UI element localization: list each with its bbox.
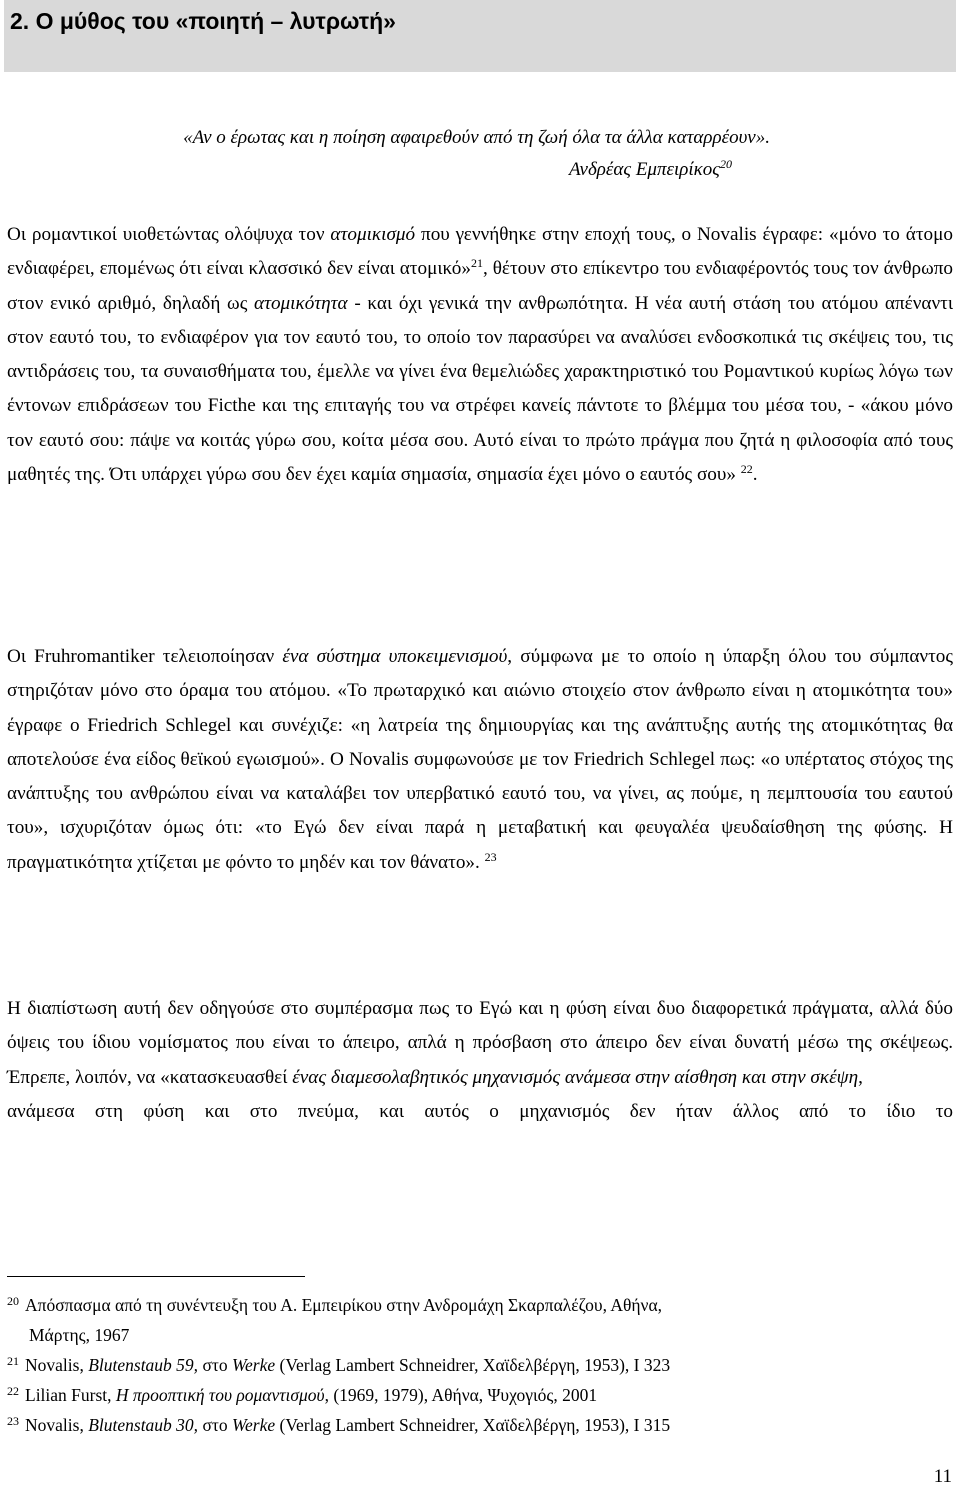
text-span: Η διαπίστωση αυτή δεν οδηγούσε στο συμπέρασμα πως το Εγώ και η φύση είναι δυο διαφορετικά πράγματα, αλλά δύο όψεις του ίδιου νομίσματος που είναι το άπειρο, απλά η πρόσβαση στο άπειρο δεν είναι δυνατή μέσω της σκέψεως. Έπρεπε, λοιπόν, να «κατασκευασθεί	[7, 998, 953, 1088]
emphasis: ένα σύστημα υποκειμενισμού	[282, 646, 508, 667]
footnote-number: 20	[7, 1294, 19, 1308]
footnote-ref[interactable]: 20	[720, 157, 732, 171]
text-span: , θέτουν στο επίκεντρο του ενδιαφέροντός τους τον άνθρωπο στον ενικό αριθμό, δηλαδή ως	[7, 258, 953, 314]
footnote	[7, 1380, 953, 1410]
text-span: , σύμφωνα με το οποίο η ύπαρξη όλου του σύμπαντος στηριζόταν μόνο στο όραμα του ατόμου. «Το πρωταρχικό και αιώνιο στοιχείο στον άνθρωπο είναι η ατομικότητα του» έγραφε ο Friedrich Schlegel και συνέχιζε: «η λατρεία της δημιουργίας και της ανάπτυξης αυτής της ατομικότητας θα αποτελούσε ένα είδος θεϊκού εγωισμού». Ο Novalis συμφωνούσε με τον Friedrich Schlegel πως: «ο υπέρτατος στόχος της ανάπτυξης του ανθρώπου είναι να καταλάβει τον υπερβατικό εαυτό του, να γίνει, ας πούμε, η πεμπτουσία του εαυτού του», ισχυριζόταν όμως ότι: «το Εγώ δεν είναι παρά η μεταβατική και φευγαλέα ψευδαίσθηση της φύσης. Η πραγματικότητα χτίζεται με φόντο το μηδέν και τον θάνατο».	[7, 646, 953, 873]
footnote-number: 21	[7, 1354, 19, 1368]
footnote-text: , (1969, 1979), Αθήνα, Ψυχογιός, 2001	[324, 1385, 598, 1405]
emphasis: ένας διαμεσολαβητικός μηχανισμός ανάμεσα στην αίσθηση και στην σκέψη	[292, 1066, 859, 1088]
section-heading-bar	[4, 0, 956, 72]
footnote-separator	[7, 1276, 305, 1277]
footnote-number: 23	[7, 1414, 19, 1428]
footnote-text: Μάρτης, 1967	[29, 1325, 130, 1345]
text-span: ανάμεσα στη φύση και στο πνεύμα, και αυτός ο μηχανισμός δεν ήταν άλλος από το ίδιο το	[7, 1100, 953, 1122]
footnote-ref[interactable]: 22	[740, 462, 753, 477]
epigraph	[183, 122, 770, 186]
emphasis: ατομικισμό	[330, 224, 416, 245]
footnote-emphasis: Blutenstaub 30,	[88, 1415, 199, 1435]
footnote-text: Απόσπασμα από τη συνέντευξη του Α. Εμπειρίκου στην Ανδρομάχη Σκαρπαλέζου, Αθήνα,	[25, 1295, 663, 1315]
text-span: Οι Fruhromantiker τελειοποίησαν	[7, 646, 283, 667]
footnote-ref[interactable]: 21	[471, 256, 483, 271]
epigraph-author-line	[183, 154, 732, 186]
text-span: Οι ρομαντικοί υιοθετώντας ολόψυχα τον	[7, 224, 331, 245]
footnote-text: στο	[198, 1415, 233, 1435]
footnote-emphasis: Werke	[232, 1415, 276, 1435]
footnote-emphasis: Blutenstaub 59,	[88, 1355, 199, 1375]
footnote	[7, 1290, 953, 1350]
emphasis: ατομικότητα	[254, 292, 348, 314]
footnote-ref[interactable]: 23	[484, 849, 497, 864]
paragraph-2	[7, 640, 953, 880]
footnote-text: (Verlag Lambert Schneidrer, Χαϊδελβέργη, 1953), I 323	[275, 1355, 671, 1375]
epigraph-author: Ανδρέας Εμπειρίκος	[568, 159, 720, 180]
footnote-text: Lilian Furst,	[25, 1385, 116, 1405]
paragraph-3	[7, 992, 953, 1129]
footnote-text: Novalis,	[25, 1355, 89, 1375]
text-span: που γεννήθηκε στην εποχή τους, ο Novalis έγραφε: «μόνο το άτομο ενδιαφέρει, επομένως ότι είναι κλασσικό δεν είναι ατομικό»	[7, 224, 953, 280]
footnote-text: (Verlag Lambert Schneidrer, Χαϊδελβέργη, 1953), I 315	[275, 1415, 671, 1435]
text-span: - και όχι γενικά την ανθρωπότητα. Η νέα αυτή στάση του ατόμου απέναντι στον εαυτό του, το ενδιαφέρον για τον εαυτό του, το οποίο τον παρασύρει να αναλύσει ενδοσκοπικά τις σκέψεις του, τις αντιδράσεις του, τα συναισθήματα του, έμελλε να γίνει ένα θεμελιώδες χαρακτηριστικό του Ρομαντικού κυρίως λόγω των έντονων επιδράσεων του Ficthe και της επιταγής του να στρέφει κανείς πάντοτε το βλέμμα του μέσα του, - «άκου μόνο τον εαυτό σου: πάψε να κοιτάς γύρω σου, κοίτα μέσα σου. Αυτό είναι το πρώτο πράγμα που ζητά η φιλοσοφία από τους μαθητές της. Ότι υπάρχει γύρω σου δεν έχει καμία σημασία, σημασία έχει μόνο ο εαυτός σου»	[7, 292, 953, 486]
text-span: ,	[858, 1066, 863, 1088]
footnote-emphasis: Werke	[232, 1355, 276, 1375]
section-heading: 2. Ο μύθος του «ποιητή – λυτρωτή»	[10, 8, 396, 34]
footnote	[7, 1350, 953, 1380]
page-number: 11	[933, 1466, 952, 1487]
epigraph-quote: «Αν ο έρωτας και η ποίηση αφαιρεθούν από τη ζωή όλα τα άλλα καταρρέουν».	[183, 127, 770, 148]
footnote	[7, 1410, 953, 1440]
footnote-text: στο	[198, 1355, 233, 1375]
footnote-text: Novalis,	[25, 1415, 89, 1435]
footnote-emphasis: Η προοπτική του ρομαντισμού	[115, 1385, 325, 1405]
paragraph-1	[7, 218, 953, 492]
text-span: .	[752, 464, 758, 486]
footnotes	[7, 1290, 953, 1440]
footnote-number: 22	[7, 1384, 19, 1398]
